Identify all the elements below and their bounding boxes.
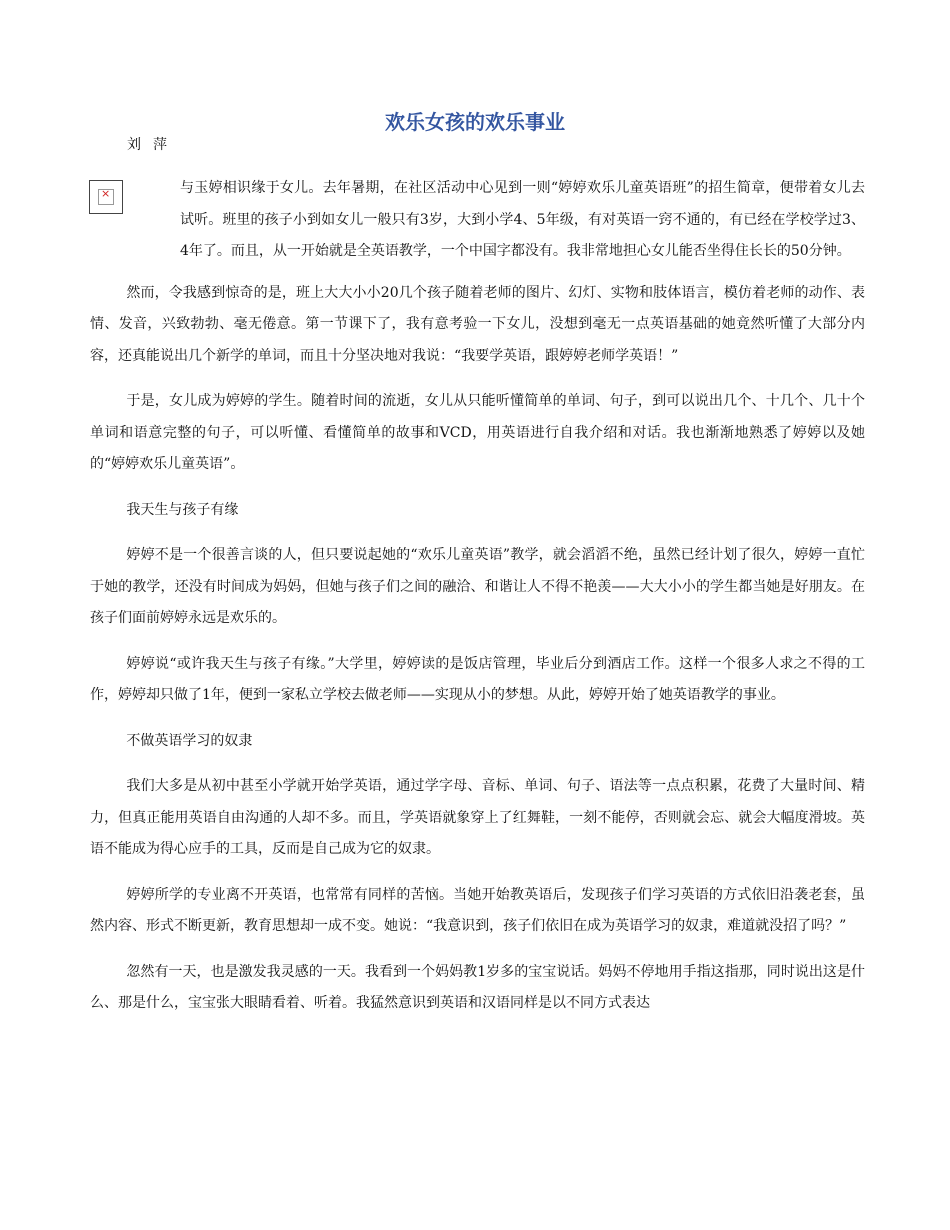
paragraph: 我们大多是从初中甚至小学就开始学英语，通过学字母、音标、单词、句子、语法等一点点积累，花费了大量时间、精力，但真正能用英语自由沟通的人却不多。而且，学英语就象穿上了红舞鞋，一刻不能停，否则就会忘、就会大幅度滑坡。英语不能成为得心应手的工具，反而是自己成为它的奴隶。 (90, 778, 865, 857)
paragraph: 婷婷不是一个很善言谈的人，但只要说起她的“欢乐儿童英语”教学，就会滔滔不绝，虽然已经计划了很久，婷婷一直忙于她的教学，还没有时间成为妈妈，但她与孩子们之间的融洽、和谐让人不得不艳羡——大大小小的学生都当她是好朋友。在孩子们面前婷婷永远是欢乐的。 (90, 547, 865, 626)
paragraph: 忽然有一天，也是激发我灵感的一天。我看到一个妈妈教1岁多的宝宝说话。妈妈不停地用手指这指那，同时说出这是什么、那是什么，宝宝张大眼睛看着、听着。我猛然意识到英语和汉语同样是以不同方式表达 (90, 963, 865, 1011)
paragraph: 婷婷所学的专业离不开英语，也常常有同样的苦恼。当她开始教英语后，发现孩子们学习英语的方式依旧沿袭老套，虽然内容、形式不断更新，教育思想却一成不变。她说：“我意识到，孩子们依旧在成为英语学习的奴隶，难道就没招了吗？” (90, 886, 865, 934)
author-name: 刘萍 (127, 137, 179, 153)
paragraph: 然而，令我感到惊奇的是，班上大大小小20几个孩子随着老师的图片、幻灯、实物和肢体语言，模仿着老师的动作、表情、发音，兴致勃勃、毫无倦意。第一节课下了，我有意考验一下女儿，没想到毫无一点英语基础的她竟然听懂了大部分内容，还真能说出几个新学的单词，而且十分坚决地对我说：“我要学英语，跟婷婷老师学英语！” (90, 284, 865, 364)
article-title: 欢乐女孩的欢乐事业 (385, 110, 565, 134)
paragraph: 于是，女儿成为婷婷的学生。随着时间的流逝，女儿从只能听懂简单的单词、句子，到可以说出几个、十几个、几十个单词和语意完整的句子，可以听懂、看懂简单的故事和VCD，用英语进行自我介绍和对话。我也渐渐地熟悉了婷婷以及她的“婷婷欢乐儿童英语”。 (90, 393, 865, 472)
red-x-icon: × (101, 187, 111, 200)
paragraph: 与玉婷相识缘于女儿。去年暑期，在社区活动中心见到一则“婷婷欢乐儿童英语班”的招生简章，便带着女儿去试听。班里的孩子小到如女儿一般只有3岁，大到小学4、5年级，有对英语一窍不通的，有已经在学校学过3、4年了。而且，从一开始就是全英语教学，一个中国字都没有。我非常地担心女儿能否坐得住长长的50分钟。 (180, 180, 865, 259)
section-heading: 我天生与孩子有缘 (126, 501, 239, 518)
article-body (90, 173, 865, 1034)
paragraph: 婷婷说“或许我天生与孩子有缘。”大学里，婷婷读的是饭店管理，毕业后分到酒店工作。这样一个很多人求之不得的工作，婷婷却只做了1年，便到一家私立学校去做老师——实现从小的梦想。从此，婷婷开始了她英语教学的事业。 (90, 655, 865, 703)
section-heading: 不做英语学习的奴隶 (126, 732, 253, 749)
